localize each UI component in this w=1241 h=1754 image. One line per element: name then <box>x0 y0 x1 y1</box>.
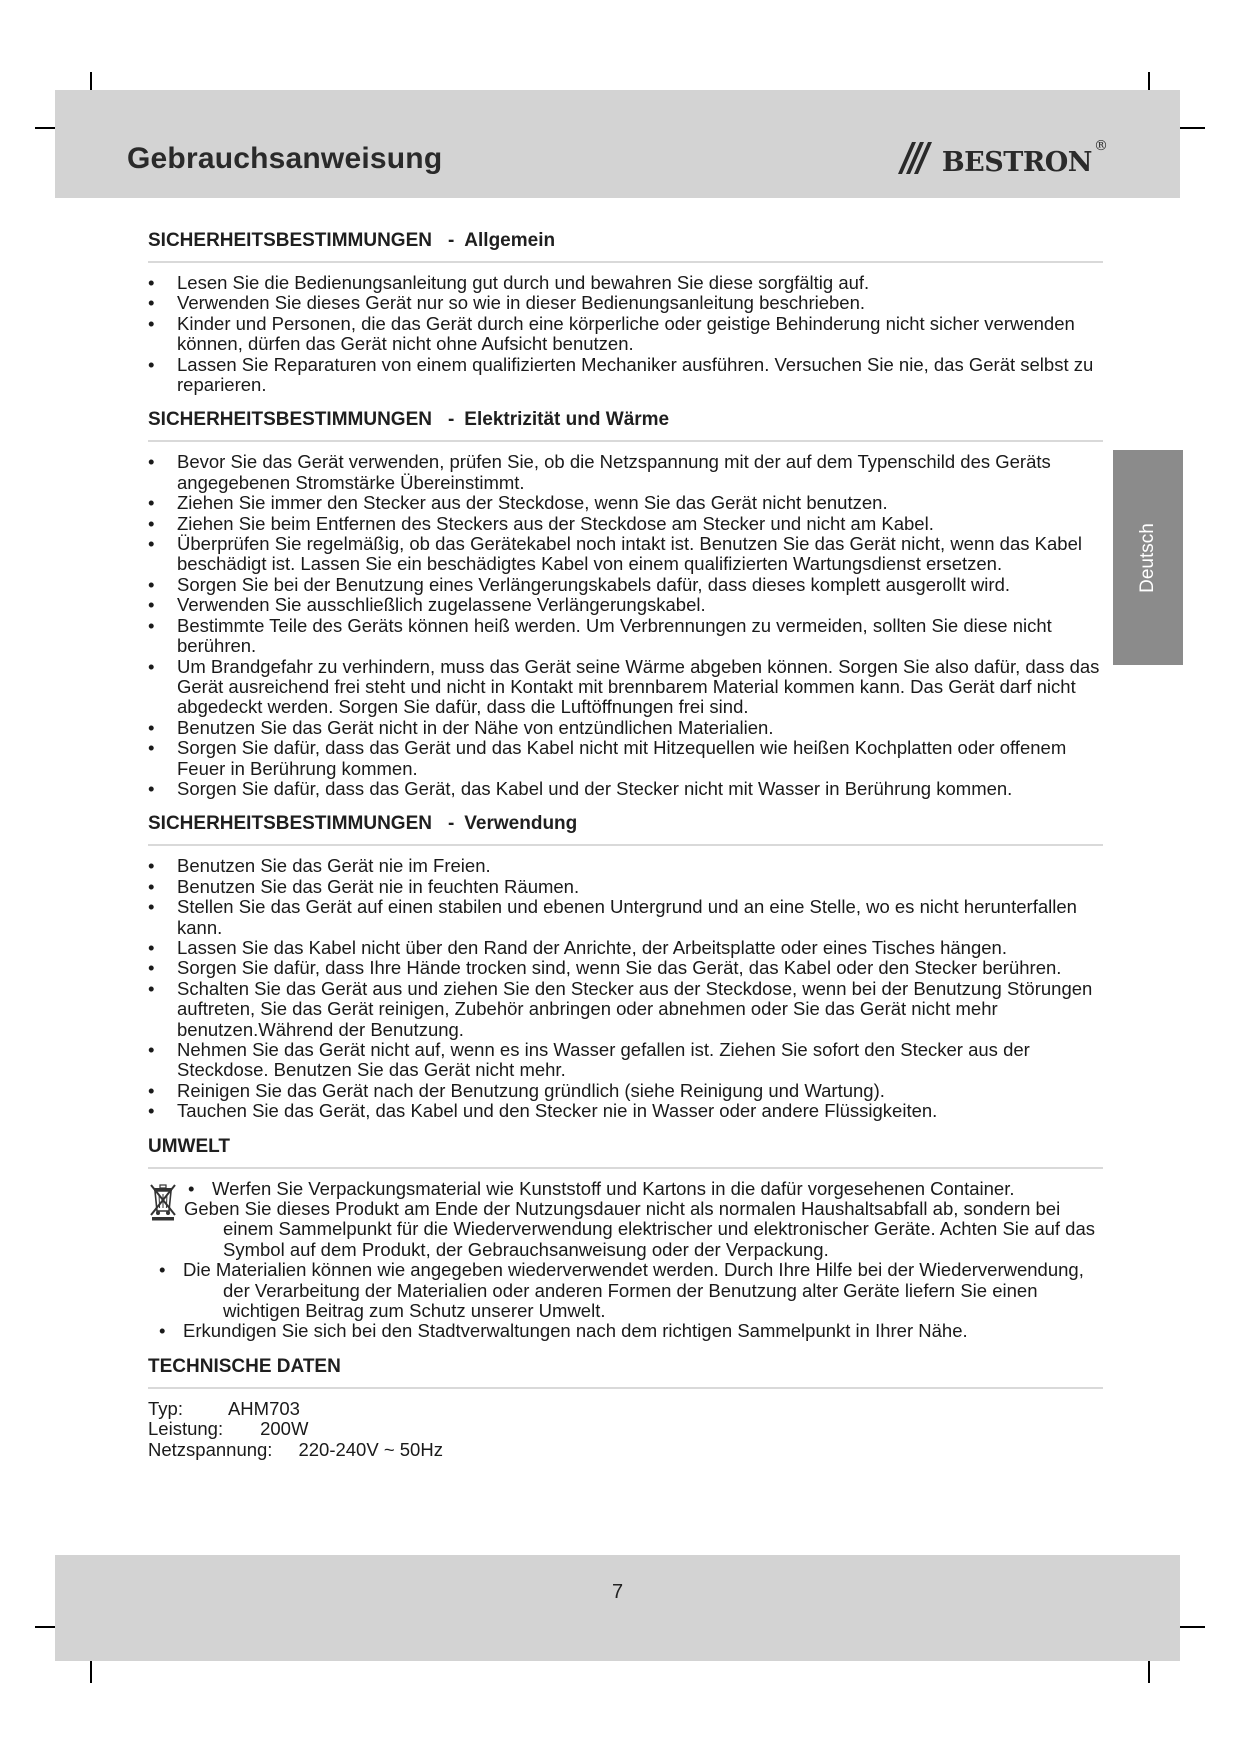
brand-registered-mark: ® <box>1094 138 1108 154</box>
list-item: • Ziehen Sie immer den Stecker aus der Steckdose, wenn Sie das Gerät nicht benutzen. <box>148 493 1103 513</box>
language-tab <box>1113 450 1183 665</box>
section-allgemein <box>148 226 1103 395</box>
brand-logo <box>896 136 1108 180</box>
brand-name: bestron <box>941 135 1092 180</box>
page-number: 7 <box>611 1581 624 1603</box>
list-item <box>148 1199 1103 1260</box>
heading-sub: Verwendung <box>464 813 578 835</box>
language-tab-label: Deutsch <box>1136 522 1158 593</box>
list-item: • Die Materialien können wie angegeben wiederverwendet werden. Durch Ihre Hilfe bei der Wiederverwendung, der Verarbeitung der Materialien oder anderen Formen der Benutzung alter Geräte liefern Sie einen wichtigen Beitrag zum Schutz unserer Umwelt. <box>148 1260 1103 1321</box>
section-heading <box>148 226 1103 263</box>
list-item: • Lesen Sie die Bedienungsanleitung gut durch und bewahren Sie diese sorgfältig auf. <box>148 273 1103 293</box>
spec-label: Typ: <box>148 1397 183 1419</box>
footer-band <box>55 1555 1180 1661</box>
bullet-list <box>148 856 1103 1121</box>
heading-main: SICHERHEITSBESTIMMUNGEN <box>148 230 432 251</box>
list-item: • Werfen Sie Verpackungsmaterial wie Kunststoff und Kartons in die dafür vorgesehenen Container. <box>148 1179 1103 1199</box>
section-heading <box>148 809 1103 846</box>
section-heading <box>148 1132 1103 1169</box>
section-heading <box>148 1352 1103 1389</box>
list-item: • Bevor Sie das Gerät verwenden, prüfen Sie, ob die Netzspannung mit der auf dem Typenschild des Geräts angegebenen Stromstärke Übereinstimmt. <box>148 452 1103 493</box>
list-item: • Ziehen Sie beim Entfernen des Steckers aus der Steckdose am Stecker und nicht am Kabel. <box>148 514 1103 534</box>
list-item: • Erkundigen Sie sich bei den Stadtverwaltungen nach dem richtigen Sammelpunkt in Ihrer Nähe. <box>159 1320 968 1342</box>
list-item: • Reinigen Sie das Gerät nach der Benutzung gründlich (siehe Reinigung und Wartung). <box>148 1081 1103 1101</box>
chevron-logo-icon <box>896 138 936 178</box>
spec-value: 220-240V ~ 50Hz <box>298 1438 443 1460</box>
heading-main: SICHERHEITSBESTIMMUNGEN <box>148 813 432 835</box>
spec-label: Leistung: <box>148 1418 224 1440</box>
section-elektrizitaet <box>148 405 1103 799</box>
list-item: • Schalten Sie das Gerät aus und ziehen Sie den Stecker aus der Steckdose, wenn bei der Benutzung Störungen auftreten, Sie das Gerät reinigen, Zubehör anbringen oder abnehmen oder Sie das Gerät nicht mehr benutzen.Während der Benutzung. <box>148 979 1103 1040</box>
heading-sub: Allgemein <box>464 230 556 251</box>
section-umwelt <box>148 1132 1103 1342</box>
list-item: • Benutzen Sie das Gerät nie im Freien. <box>148 856 1103 876</box>
bullet-list <box>148 452 1103 799</box>
heading-main: SICHERHEITSBESTIMMUNGEN <box>148 409 432 431</box>
spec-row-typ <box>148 1399 1103 1419</box>
spec-row-leistung <box>148 1419 1103 1439</box>
heading-sub: Elektrizität und Wärme <box>464 409 670 431</box>
header-band <box>55 90 1180 198</box>
list-item: • Sorgen Sie dafür, dass das Gerät und das Kabel nicht mit Hitzequellen wie heißen Kochplatten oder offenem Feuer in Berührung kommen. <box>148 738 1103 779</box>
list-item: • Verwenden Sie ausschließlich zugelassene Verlängerungskabel. <box>148 595 1103 615</box>
bullet-list <box>148 1179 1103 1342</box>
list-item: • Benutzen Sie das Gerät nie in feuchten Räumen. <box>148 877 1103 897</box>
spec-value: 200W <box>260 1418 309 1440</box>
spec-row-netzspannung <box>148 1440 1103 1460</box>
section-heading <box>148 405 1103 442</box>
list-item: • Bestimmte Teile des Geräts können heiß werden. Um Verbrennungen zu vermeiden, sollten Sie diese nicht berühren. <box>148 616 1103 657</box>
list-item: • Lassen Sie das Kabel nicht über den Rand der Anrichte, der Arbeitsplatte oder eines Tisches hängen. <box>148 938 1103 958</box>
environment-block <box>148 1179 1103 1342</box>
list-item-text: Erkundigen Sie sich bei den Stadtverwaltungen nach dem richtigen Sammelpunkt in Ihrer Nähe. <box>183 1320 968 1342</box>
tech-specs <box>148 1399 1103 1460</box>
list-item: • Lassen Sie Reparaturen von einem qualifizierten Mechaniker ausführen. Versuchen Sie nie, das Gerät selbst zu reparieren. <box>148 355 1103 396</box>
page-title: Gebrauchsanweisung <box>127 142 443 175</box>
page-content <box>148 226 1103 1460</box>
list-item: • Überprüfen Sie regelmäßig, ob das Gerätekabel noch intakt ist. Benutzen Sie das Gerät nicht, wenn das Kabel beschädigt ist. Lassen Sie ein beschädigtes Kabel von einem qualifizierten Wartungsdienst ersetzen. <box>148 534 1103 575</box>
list-item: • Sorgen Sie dafür, dass das Gerät, das Kabel und der Stecker nicht mit Wasser in Berührung kommen. <box>148 779 1103 799</box>
spec-value: AHM703 <box>227 1397 300 1419</box>
list-item: • Sorgen Sie bei der Benutzung eines Verlängerungskabels dafür, dass dieses komplett ausgerollt wird. <box>148 575 1103 595</box>
list-item-text: Geben Sie dieses Produkt am Ende der Nutzungsdauer nicht als normalen Haushaltsabfall ab, sondern bei einem Sammelpunkt für die Wiederverwendung elektrischer und elektronischer Geräte. Achten Sie auf das Symbol auf dem Produkt, der Gebrauchsanweisung oder der Verpackung. <box>184 1198 1096 1260</box>
list-item: • Nehmen Sie das Gerät nicht auf, wenn es ins Wasser gefallen ist. Ziehen Sie sofort den Stecker aus der Steckdose. Benutzen Sie das Gerät nicht mehr. <box>148 1040 1103 1081</box>
bullet-list <box>148 273 1103 395</box>
list-item-text: Werfen Sie Verpackungsmaterial wie Kunststoff und Kartons in die dafür vorgesehenen Container. <box>212 1177 1015 1199</box>
list-item: • Tauchen Sie das Gerät, das Kabel und den Stecker nie in Wasser oder andere Flüssigkeiten. <box>148 1101 1103 1121</box>
list-item: • Um Brandgefahr zu verhindern, muss das Gerät seine Wärme abgeben können. Sorgen Sie also dafür, dass das Gerät ausreichend frei steht und nicht in Kontakt mit brennbarem Material kommen kann. Das Gerät darf nicht abgedeckt werden. Sorgen Sie dafür, dass die Luftöffnungen frei sind. <box>148 657 1103 718</box>
heading-separator: - <box>447 230 455 251</box>
list-item: • Benutzen Sie das Gerät nicht in der Nähe von entzündlichen Materialien. <box>148 718 1103 738</box>
list-item-text: Die Materialien können wie angegeben wiederverwendet werden. Durch Ihre Hilfe bei der Wiederverwendung, der Verarbeitung der Materialien oder anderen Formen der Benutzung alter Geräte liefern Sie einen wichtigen Beitrag zum Schutz unserer Umwelt. <box>183 1259 1084 1322</box>
heading-separator: - <box>447 813 455 835</box>
section-technische-daten <box>148 1352 1103 1460</box>
heading-main: UMWELT <box>148 1135 230 1157</box>
heading-separator: - <box>447 409 455 431</box>
list-item: • Stellen Sie das Gerät auf einen stabilen und ebenen Untergrund und an eine Stelle, wo es nicht herunterfallen kann. <box>148 897 1103 938</box>
spec-label: Netzspannung: <box>148 1438 273 1460</box>
list-item: • Sorgen Sie dafür, dass Ihre Hände trocken sind, wenn Sie das Gerät, das Kabel oder den Stecker berühren. <box>148 958 1103 978</box>
heading-main: TECHNISCHE DATEN <box>148 1355 341 1377</box>
section-verwendung <box>148 809 1103 1121</box>
list-item: • Kinder und Personen, die das Gerät durch eine körperliche oder geistige Behinderung nicht sicher verwenden können, dürfen das Gerät nicht ohne Aufsicht benutzen. <box>148 314 1103 355</box>
list-item: • Verwenden Sie dieses Gerät nur so wie in dieser Bedienungsanleitung beschrieben. <box>148 293 1103 313</box>
